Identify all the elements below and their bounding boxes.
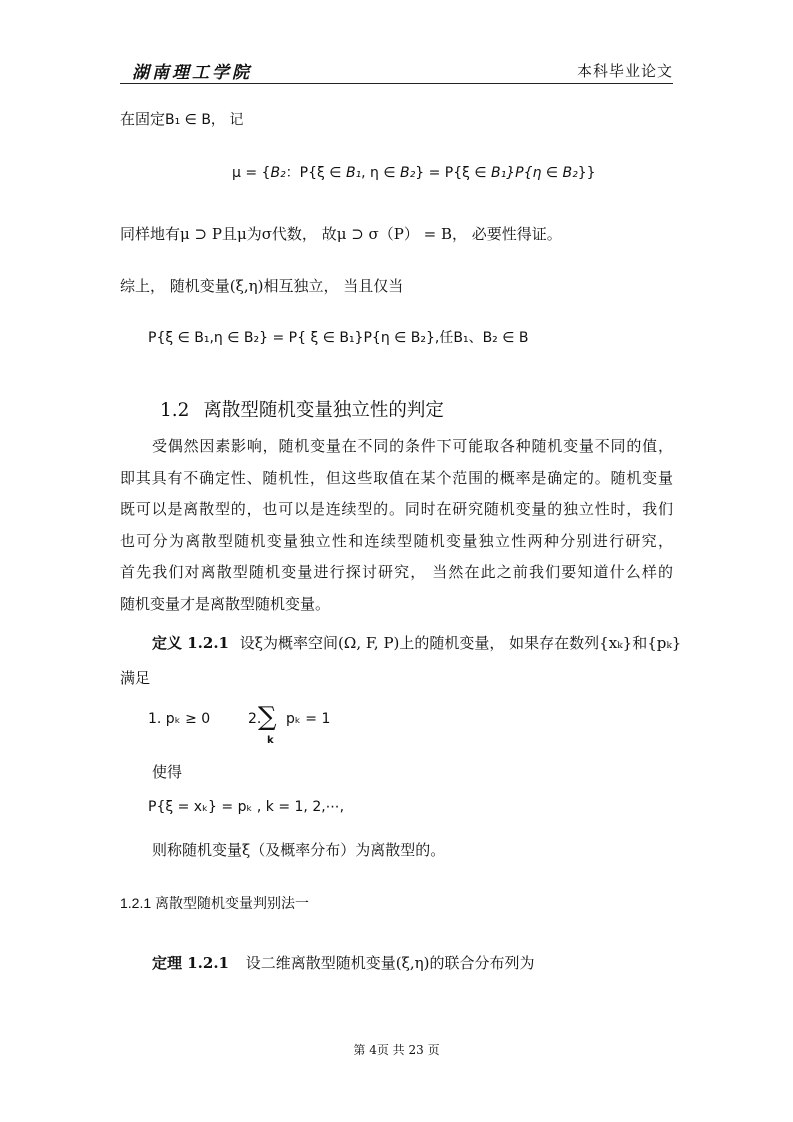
theorem-line bbox=[152, 952, 535, 973]
summation-index: k bbox=[267, 735, 274, 746]
definition-conclusion: 则称随机变量ξ（及概率分布）为离散型的。 bbox=[152, 841, 446, 859]
line-fixed-b1 bbox=[120, 108, 243, 129]
condition-1: 1. pₖ ≥ 0 bbox=[148, 711, 211, 727]
line-sigma-algebra: 同样地有μ ⊃ P且μ为σ代数， 故μ ⊃ σ（P） = B， 必要性得证。 bbox=[120, 225, 562, 243]
definition-cont: 满足 bbox=[120, 669, 151, 687]
paragraph-line: 即其具有不确定性、随机性，但这些取值在某个范围的概率是确定的。随机变量 bbox=[120, 468, 673, 487]
section-title: 离散型随机变量独立性的判定 bbox=[203, 400, 444, 421]
paragraph-line: 随机变量才是离散型随机变量。 bbox=[120, 594, 331, 613]
mu-rest: ：P{ξ ∈ bbox=[285, 165, 346, 181]
page-footer: 第 4页 共 23 页 bbox=[353, 1043, 440, 1057]
mu-b1-second: B₁ bbox=[491, 165, 507, 181]
distribution-formula: P{ξ = xₖ} = pₖ , k = 1, 2,⋯, bbox=[148, 799, 345, 815]
theorem-label: 定理 1.2.1 bbox=[152, 954, 229, 972]
mu-eq: } = P{ξ ∈ bbox=[415, 165, 492, 181]
summation-symbol: ∑ bbox=[258, 702, 277, 732]
mu-b2: B₂ bbox=[270, 165, 286, 181]
theorem-text: 设二维离散型随机变量(ξ,η)的联合分布列为 bbox=[245, 954, 535, 972]
mu-mid: , η ∈ bbox=[361, 165, 401, 181]
paragraph-line: 首先我们对离散型随机变量进行探讨研究， 当然在此之前我们要知道什么样的 bbox=[120, 563, 673, 581]
condition-2-rest: pₖ = 1 bbox=[286, 711, 331, 727]
section-number: 1.2 bbox=[160, 400, 190, 421]
equation-mu bbox=[232, 162, 596, 182]
header-doc-type: 本科毕业论文 bbox=[576, 62, 673, 80]
condition-2-number: 2. bbox=[248, 711, 262, 727]
intro-paragraph bbox=[120, 431, 673, 620]
such-that: 使得 bbox=[152, 763, 183, 781]
definition-line bbox=[152, 632, 681, 653]
header-school-name: 湖南理工学院 bbox=[132, 63, 252, 83]
mu-b2-second: B₂ bbox=[400, 165, 416, 181]
subsection-heading bbox=[120, 893, 309, 913]
subsection-title: 离散型随机变量判别法一 bbox=[155, 895, 310, 911]
definition-label: 定义 1.2.1 bbox=[152, 634, 229, 652]
definition-text: 设ξ为概率空间(Ω, F, P)上的随机变量， 如果存在数列{xₖ}和{pₖ} bbox=[239, 634, 682, 652]
mu-end: }} bbox=[577, 165, 596, 181]
paragraph-line: 既可以是离散型的，也可以是连续型的。同时在研究随机变量的独立性时，我们 bbox=[120, 500, 673, 518]
line-fixed-text: 在固定 bbox=[120, 110, 166, 128]
section-heading bbox=[160, 396, 444, 422]
mu-open: μ = { bbox=[232, 165, 271, 181]
equation-independence: P{ξ ∈ B₁,η ∈ B₂} = P{ ξ ∈ B₁}P{η ∈ B₂},任B₁、B₂ ∈ B bbox=[148, 330, 529, 346]
subsection-number: 1.2.1 bbox=[120, 895, 152, 911]
mu-b2-third: B₂ bbox=[562, 165, 578, 181]
mu-p: }P{η ∈ bbox=[506, 165, 563, 181]
paragraph-line: 也可分为离散型随机变量独立性和连续型随机变量独立性两种分别进行研究， bbox=[120, 531, 673, 550]
line-summary: 综上， 随机变量(ξ,η)相互独立， 当且仅当 bbox=[120, 277, 404, 295]
line-fixed-math: B₁ ∈ B， 记 bbox=[165, 112, 244, 128]
mu-b1: B₁ bbox=[345, 165, 362, 181]
paragraph-line: 受偶然因素影响，随机变量在不同的条件下可能取各种随机变量不同的值， bbox=[152, 437, 673, 455]
header-rule bbox=[120, 83, 673, 84]
